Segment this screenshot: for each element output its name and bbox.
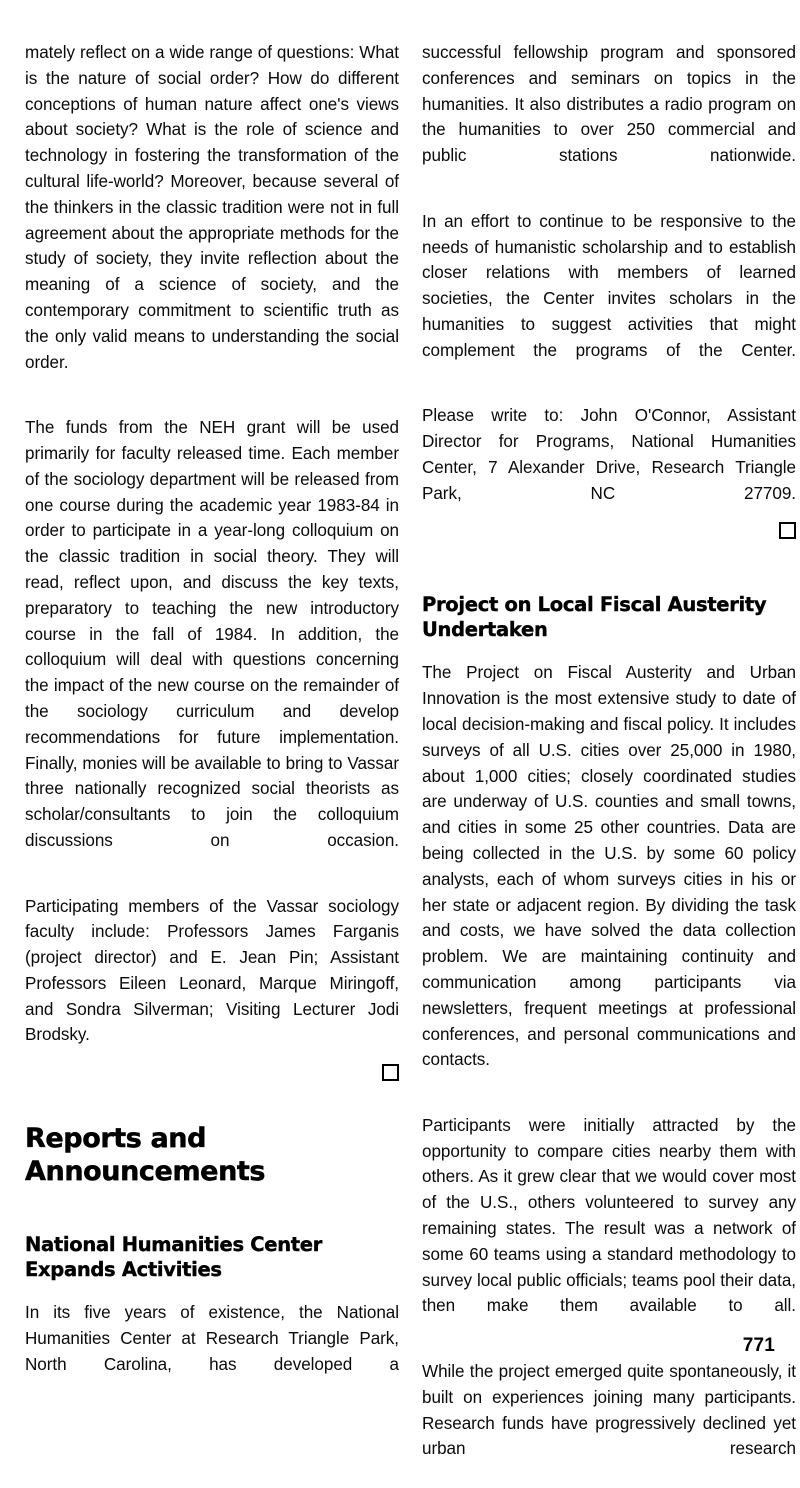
paragraph-nhc-contact-address: Please write to: John O'Connor, Assistant Director for Programs, National Humanities Center, 7 Alexander Drive, Research Triangle Park, NC 27709. [422, 406, 796, 503]
paragraph-participating-faculty: Participating members of the Vassar sociology faculty include: Professors James Farganis (project director) and E. Jean Pin; Assistant Professors Eileen Leonard, Marque Miringoff, and Sondra Silverman; Visiting Lecturer Jodi Brodsky. [25, 896, 399, 1045]
paragraph-nhc-fellowship-program: successful fellowship program and sponsored conferences and seminars on topics in the humanities. It also distributes a radio program on the humanities to over 250 commercial and public stations nationwide. [422, 43, 796, 166]
article-heading-project-on-local-fiscal-austerity: Project on Local Fiscal Austerity Undertaken [422, 593, 767, 642]
paragraph-continued-sociology-questions: mately reflect on a wide range of questions: What is the nature of social order? How do different conceptions of human nature affect one's views about society? What is the role of science and technology in fostering the transformation of the cultural life-world? Moreover, because several of the thinkers in the classic tradition were not in full agreement about the appropriate methods for the study of society, they invite reflection about the meaning of a science of society, and the contemporary commitment to scientific truth as the only valid means to understanding the social order. [25, 43, 399, 372]
page-number: 771 [742, 1335, 775, 1356]
paragraph-participants-attracted: Participants were initially attracted by the opportunity to compare cities nearby them with others. As it grew clear that we would cover most of the U.S., others volunteered to survey any remaining states. The result was a network of some 60 teams using a standard methodology to survey local public officials; teams pool their data, then make them available to all. [422, 1115, 796, 1316]
paragraph-project-emerged: While the project emerged quite spontaneously, it built on experiences joining many participants. Research funds have progressively declined yet urban research [422, 1362, 796, 1459]
section-heading-reports-and-announcements: Reports and Announcements [25, 1123, 266, 1188]
paragraph-nhc-opening: In its five years of existence, the National Humanities Center at Research Triangle Park, North Carolina, has developed a [25, 1303, 399, 1374]
article-heading-national-humanities-center: National Humanities Center Expands Activities [25, 1233, 323, 1282]
square-endmark-icon [382, 1064, 399, 1081]
left-column [25, 40, 399, 1403]
paragraph-nhc-responsive-effort: In an effort to continue to be responsive to the needs of humanistic scholarship and to establish closer relations with members of learned societies, the Center invites scholars in the humanities to suggest activities that might complement the programs of the Center. [422, 211, 796, 360]
paragraph-neh-grant-funds: The funds from the NEH grant will be used primarily for faculty released time. Each member of the sociology department will be released from one course during the academic year 1983-84 in order to participate in a year-long colloquium on the classic tradition in social theory. They will read, reflect upon, and discuss the key texts, preparatory to teaching the new introductory course in the fall of 1984. In addition, the colloquium will deal with questions concerning the impact of the new course on the remainder of the sociology curriculum and develop recommendations for future implementation. Finally, monies will be available to bring to Vassar three nationally recognized social theorists as scholar/consultants to join the colloquium discussions on occasion. [25, 418, 399, 850]
right-column [422, 40, 796, 1488]
paragraph-fiscal-austerity-overview: The Project on Fiscal Austerity and Urban Innovation is the most extensive study to date of local decision-making and fiscal policy. It includes surveys of all U.S. cities over 25,000 in 1980, about 1,000 cities; closely coordinated studies are underway of U.S. counties and small towns, and cities in some 25 other countries. Data are being collected in the U.S. by some 60 policy analysts, each of whom surveys cities in his or her state or adjacent region. By dividing the task and costs, we have solved the data collection problem. We are maintaining continuity and communication among participants via newsletters, frequent meetings at professional conferences, and personal communications and contacts. [422, 663, 796, 1070]
square-endmark-icon [779, 522, 796, 539]
